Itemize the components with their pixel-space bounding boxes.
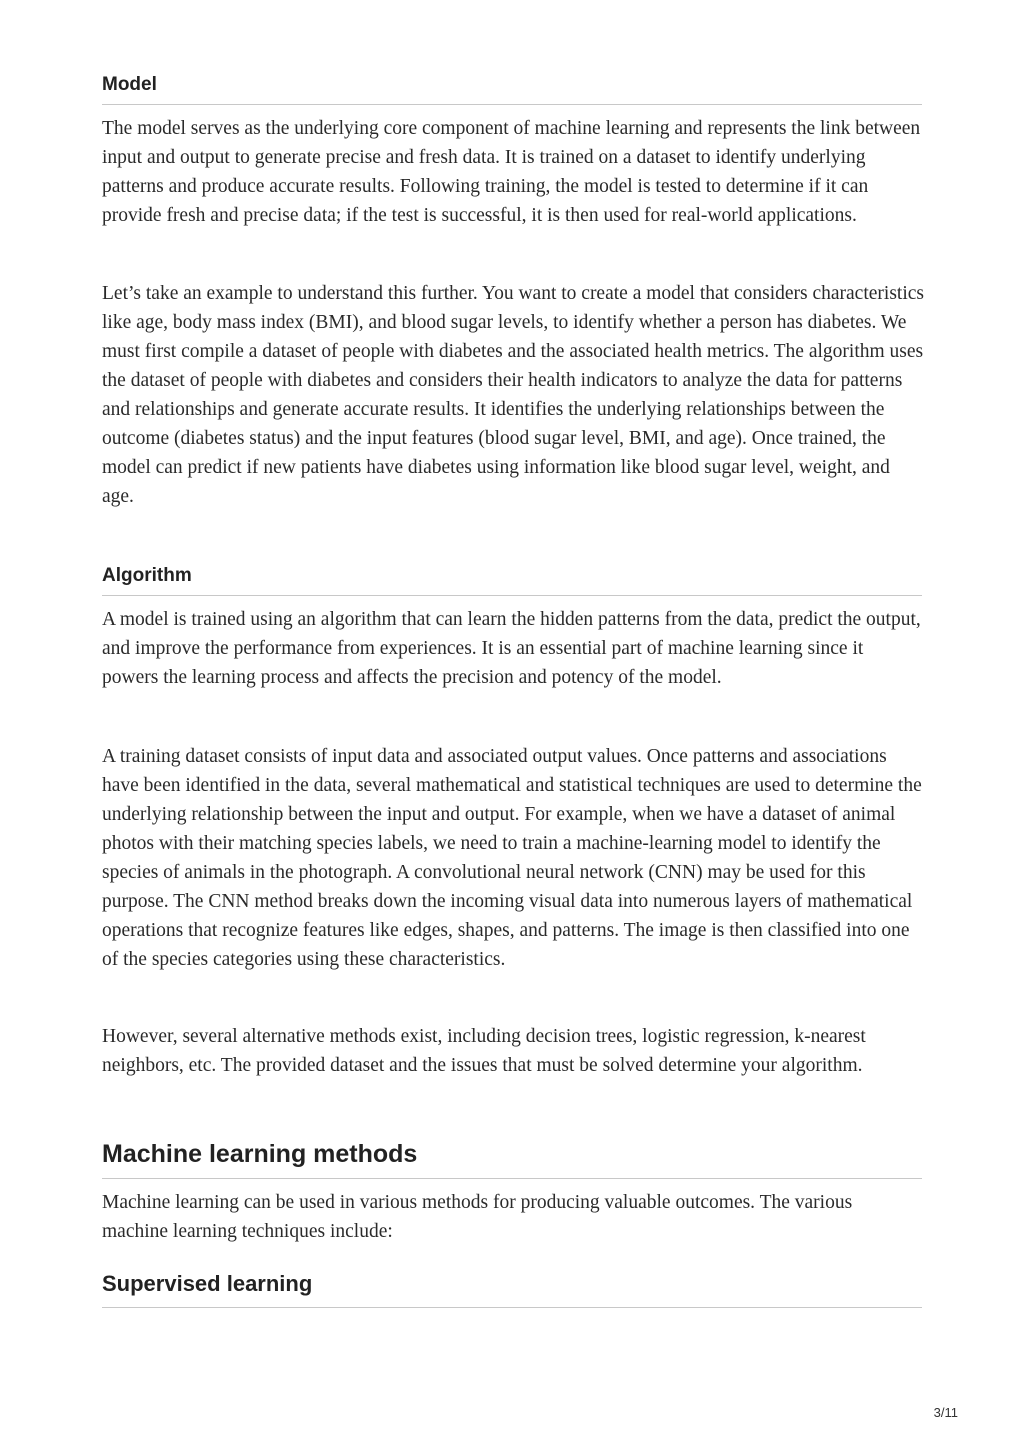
heading-machine-learning-methods: Machine learning methods [102,1138,922,1179]
paragraph-model-2: Let’s take an example to understand this further. You want to create a model that considers characteristics like age, body mass index (BMI), and blood sugar levels, to identify whether a person has diabetes. We must first compile a dataset of people with diabetes and the associated health metrics. The algorithm uses the dataset of people with diabetes and considers their health indicators to analyze the data for patterns and relationships and generate accurate results. It identifies the underlying relationships between the outcome (diabetes status) and the input features (blood sugar level, BMI, and age). Once trained, the model can predict if new patients have diabetes using information like blood sugar level, weight, and age. [102,283,924,507]
heading-algorithm: Algorithm [102,564,922,596]
heading-supervised-learning: Supervised learning [102,1270,922,1308]
paragraph-algorithm-1: A model is trained using an algorithm that can learn the hidden patterns from the data, predict the output, and improve the performance from experiences. It is an essential part of machine learning since it powers the learning process and affects the precision and potency of the model. [102,609,921,688]
paragraph-algorithm-2: A training dataset consists of input data and associated output values. Once patterns and associations have been identified in the data, several mathematical and statistical techniques are used to determine the underlying relationship between the input and output. For example, when we have a dataset of animal photos with their matching species labels, we need to train a machine-learning model to identify the species of animals in the photograph. A convolutional neural network (CNN) may be used for this purpose. The CNN method breaks down the incoming visual data into numerous layers of mathematical operations that recognize features like edges, shapes, and patterns. The image is then classified into one of the species categories using these characteristics. [102,746,922,970]
heading-model: Model [102,73,922,105]
page-number: 3/11 [933,1405,958,1420]
paragraph-algorithm-3: However, several alternative methods exist, including decision trees, logistic regression, k-nearest neighbors, etc. The provided dataset and the issues that must be solved determine your algorithm. [102,1026,866,1076]
paragraph-methods-1: Machine learning can be used in various methods for producing valuable outcomes. The various machine learning techniques include: [102,1192,853,1242]
paragraph-model-1: The model serves as the underlying core component of machine learning and represents the link between input and output to generate precise and fresh data. It is trained on a dataset to identify underlying patterns and produce accurate results. Following training, the model is tested to determine if it can provide fresh and precise data; if the test is successful, it is then used for real-world applications. [102,118,921,226]
